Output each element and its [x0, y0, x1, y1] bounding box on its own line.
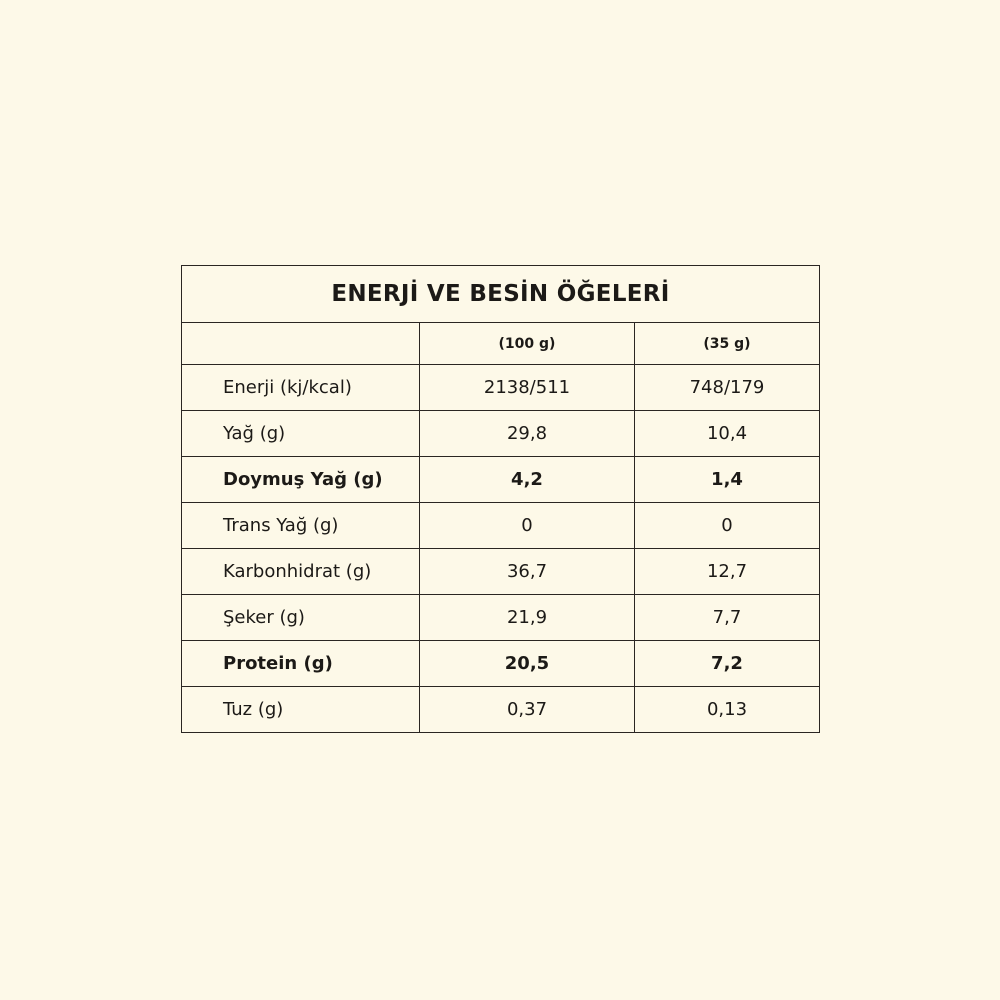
column-header-per-35g: (35 g)	[635, 323, 820, 365]
value-per-35g: 10,4	[635, 411, 820, 457]
nutrient-label: Tuz (g)	[182, 687, 420, 733]
nutrient-label: Trans Yağ (g)	[182, 503, 420, 549]
nutrition-table	[181, 265, 820, 733]
nutrient-label: Doymuş Yağ (g)	[182, 457, 420, 503]
table-title: ENERJİ VE BESİN ÖĞELERİ	[182, 266, 820, 323]
table-row	[182, 503, 820, 549]
value-per-35g: 7,2	[635, 641, 820, 687]
table-row	[182, 549, 820, 595]
table-row	[182, 411, 820, 457]
value-per-35g: 748/179	[635, 365, 820, 411]
column-header-nutrient	[182, 323, 420, 365]
nutrient-label: Enerji (kj/kcal)	[182, 365, 420, 411]
table-header-row	[182, 323, 820, 365]
table-title-row	[182, 266, 820, 323]
value-per-35g: 7,7	[635, 595, 820, 641]
value-per-100g: 21,9	[420, 595, 635, 641]
value-per-100g: 0,37	[420, 687, 635, 733]
table-row	[182, 365, 820, 411]
value-per-35g: 0,13	[635, 687, 820, 733]
value-per-100g: 36,7	[420, 549, 635, 595]
value-per-100g: 0	[420, 503, 635, 549]
table-row	[182, 457, 820, 503]
nutrient-label: Şeker (g)	[182, 595, 420, 641]
value-per-100g: 4,2	[420, 457, 635, 503]
nutrient-label: Yağ (g)	[182, 411, 420, 457]
value-per-100g: 29,8	[420, 411, 635, 457]
column-header-per-100g: (100 g)	[420, 323, 635, 365]
value-per-100g: 2138/511	[420, 365, 635, 411]
nutrient-label: Protein (g)	[182, 641, 420, 687]
value-per-100g: 20,5	[420, 641, 635, 687]
value-per-35g: 1,4	[635, 457, 820, 503]
value-per-35g: 12,7	[635, 549, 820, 595]
nutrient-label: Karbonhidrat (g)	[182, 549, 420, 595]
value-per-35g: 0	[635, 503, 820, 549]
table-row	[182, 595, 820, 641]
table-row	[182, 641, 820, 687]
table-row	[182, 687, 820, 733]
